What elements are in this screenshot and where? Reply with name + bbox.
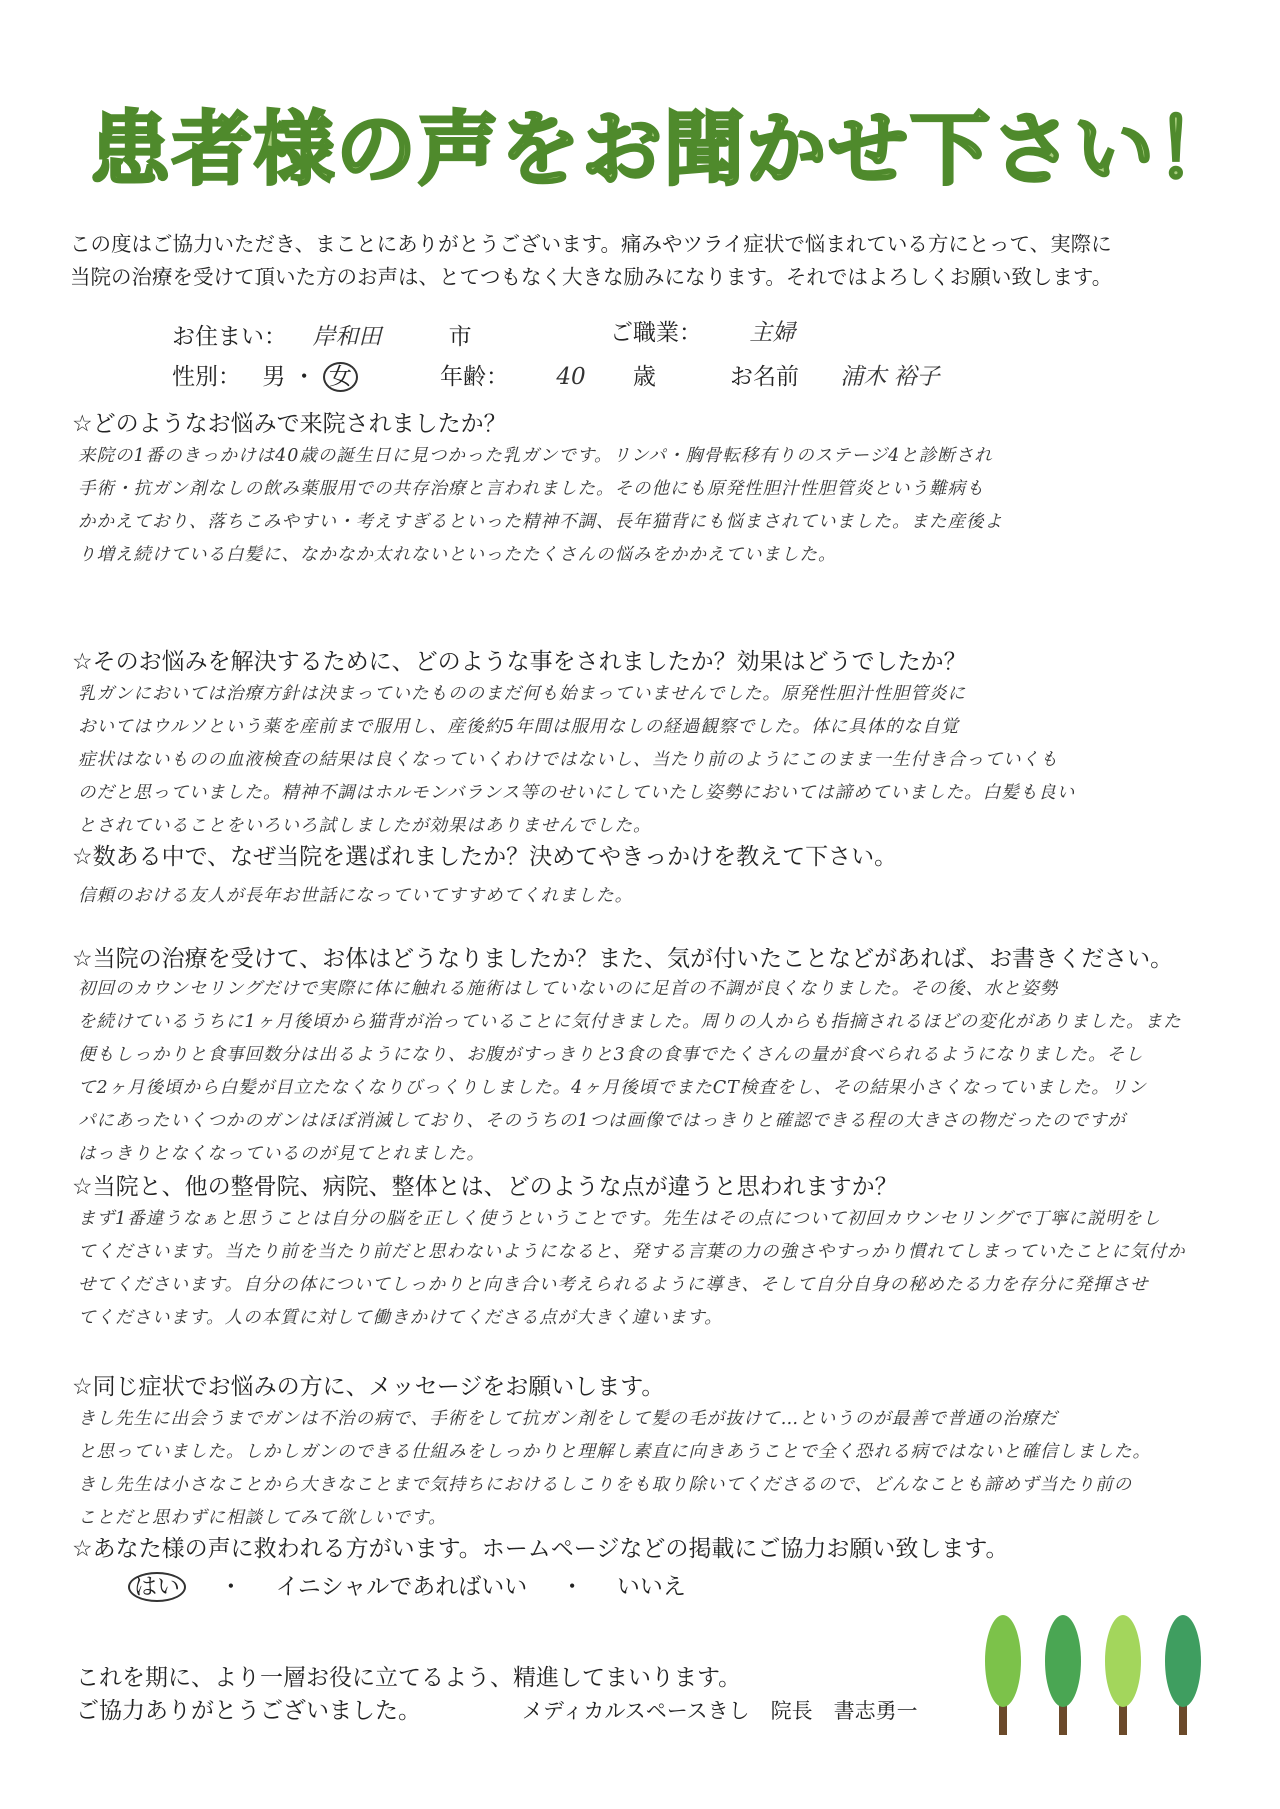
- tree-icon: [1165, 1615, 1201, 1735]
- closing-line-2: ご協力ありがとうございました。: [76, 1698, 421, 1724]
- answer-line: パにあったいくつかのガンはほぼ消滅しており、そのうちの1つは画像ではっきりと確認できる程の大きさの物だったのですが: [78, 1111, 1126, 1131]
- name-label: お名前: [730, 364, 799, 390]
- question-7: ☆あなた様の声に救われる方がいます。ホームページなどの掲載にご協力お願い致します。: [72, 1536, 1009, 1562]
- closing-line-1: これを期に、より一層お役に立てるよう、精進してまいります。: [76, 1665, 742, 1691]
- answer-line: きし先生は小さなことから大きなことまで気持ちにおけるしこりをも取り除いてくださるので、どんなことも諦めず当たり前の: [78, 1475, 1133, 1495]
- age-row: [440, 358, 656, 391]
- answer-6: [78, 1403, 1218, 1535]
- answer-line: はっきりとなくなっているのが見てとれました。: [78, 1144, 485, 1164]
- address-label: お住まい：: [172, 324, 287, 350]
- answer-line: おいてはウルソという薬を産前まで服用し、産後約5年間は服用なしの経過観察でした。体に具体的な自覚: [78, 717, 960, 737]
- clinic-signature: メディカルスペースきし 院長 書志勇一: [522, 1699, 918, 1723]
- answer-line: のだと思っていました。精神不調はホルモンバランス等のせいにしていたし姿勢においては諦めていました。白髪も良い: [78, 783, 1076, 803]
- option-separator: ・: [560, 1574, 584, 1600]
- question-1: ☆どのようなお悩みで来院されましたか？: [72, 411, 507, 437]
- address-row: [172, 318, 472, 351]
- answer-2: [78, 678, 1218, 843]
- job-value: 主婦: [749, 320, 796, 346]
- answer-line: て2ヶ月後頃から白髪が目立たなくなりびっくりしました。4ヶ月後頃でまたCT検査をし、その結果小さくなっていました。リン: [78, 1078, 1147, 1098]
- option-separator: ・: [219, 1574, 243, 1600]
- answer-line: 手術・抗ガン剤なしの飲み薬服用での共存治療と言われました。その他にも原発性胆汁性胆管炎という難病も: [78, 479, 985, 499]
- question-3: ☆数ある中で、なぜ当院を選ばれましたか？決めてやきっかけを教えて下さい。: [72, 844, 898, 870]
- answer-line: せてくださいます。自分の体についてしっかりと向き合い考えられるように導き、そして自分自身の秘めたる力を存分に発揮させ: [78, 1275, 1149, 1295]
- answer-line: を続けているうちに1ヶ月後頃から猫背が治っていることに気付きました。周りの人からも指摘されるほどの変化がありました。また: [78, 1012, 1182, 1032]
- question-5: ☆当院と、他の整骨院、病院、整体とは、どのような点が違うと思われますか？: [72, 1174, 898, 1200]
- answer-line: 信頼のおける友人が長年お世話になっていてすすめてくれました。: [78, 886, 634, 906]
- tree-icon: [985, 1615, 1021, 1735]
- answer-line: 乳ガンにおいては治療方針は決まっていたもののまだ何も始まっていませんでした。原発性胆汁性胆管炎に: [78, 684, 966, 704]
- answer-line: 来院の1番のきっかけは40歳の誕生日に見つかった乳ガンです。リンパ・胸骨転移有りのステージ4と診断され: [78, 446, 993, 466]
- answer-line: 症状はないものの血液検査の結果は良くなっていくわけではないし、当たり前のようにこのまま一生付き合っていくも: [78, 750, 1059, 770]
- answer-4: [78, 973, 1218, 1171]
- intro-line: この度はご協力いただき、まことにありがとうございます。痛みやツライ症状で悩まれている方にとって、実際に: [70, 232, 1112, 256]
- tree-crown: [1165, 1615, 1201, 1707]
- age-value: 40: [556, 364, 586, 390]
- question-2: ☆そのお悩みを解決するために、どのような事をされましたか？効果はどうでしたか？: [72, 649, 967, 675]
- tree-crown: [1105, 1615, 1141, 1707]
- answer-line: 便もしっかりと食事回数分は出るようになり、お腹がすっきりと3食の食事でたくさんの量が食べられるようになりました。そし: [78, 1045, 1144, 1065]
- question-6: ☆同じ症状でお悩みの方に、メッセージをお願いします。: [72, 1374, 665, 1400]
- tree-crown: [985, 1615, 1021, 1707]
- option-initial: イニシャルであればいい: [275, 1574, 528, 1600]
- tree-crown: [1045, 1615, 1081, 1707]
- gender-row: [172, 358, 358, 392]
- tree-icon: [1045, 1615, 1081, 1735]
- publish-consent-options: [128, 1568, 686, 1602]
- answer-line: 初回のカウンセリングだけで実際に体に触れる施術はしていないのに足首の不調が良くなりました。その後、水と姿勢: [78, 979, 1059, 999]
- answer-line: きし先生に出会うまでガンは不治の病で、手術をして抗ガン剤をして髪の毛が抜けて…というのが最善で普通の治療だ: [78, 1409, 1059, 1429]
- answer-line: と思っていました。しかしガンのできる仕組みをしっかりと理解し素直に向きあうことで全く恐れる病ではないと確信しました。: [78, 1442, 1151, 1462]
- answer-line: まず1番違うなぁと思うことは自分の脳を正しく使うということです。先生はその点について初回カウンセリングで丁寧に説明をし: [78, 1209, 1162, 1229]
- job-label: ご職業：: [610, 320, 702, 346]
- gender-male: 男: [262, 364, 286, 390]
- answer-line: かかえており、落ちこみやすい・考えすぎるといった精神不調、長年猫背にも悩まされていました。また産後よ: [78, 512, 1003, 532]
- gender-female-circled: 女: [323, 362, 358, 392]
- age-suffix: 歳: [632, 364, 656, 390]
- job-row: [610, 314, 795, 347]
- city-suffix: 市: [448, 324, 472, 350]
- name-value: 浦木 裕子: [840, 364, 940, 390]
- answer-line: り増え続けている白髪に、なかなか太れないといったたくさんの悩みをかかえていました。: [78, 545, 837, 565]
- gender-separator: ・: [292, 364, 316, 390]
- answer-line: てくださいます。当たり前を当たり前だと思わないようになると、発する言葉の力の強さやすっかり慣れてしまっていたことに気付か: [78, 1242, 1186, 1262]
- answer-5: [78, 1203, 1218, 1335]
- answer-line: てくださいます。人の本質に対して働きかけてくださる点が大きく違います。: [78, 1308, 723, 1328]
- answer-1: [78, 440, 1218, 572]
- option-yes-circled: はい: [128, 1572, 186, 1602]
- option-no: いいえ: [616, 1574, 686, 1600]
- page-title: 患者様の声をお聞かせ下さい！: [90, 103, 1238, 196]
- tree-icon: [1105, 1615, 1141, 1735]
- address-value: 岸和田: [312, 324, 382, 350]
- answer-line: ことだと思わずに相談してみて欲しいです。: [78, 1508, 447, 1528]
- answer-3: [78, 880, 1218, 913]
- gender-label: 性別：: [172, 364, 241, 390]
- intro-line: 当院の治療を受けて頂いた方のお声は、とてつもなく大きな励みになります。それではよろしくお願い致します。: [70, 265, 1113, 289]
- age-label: 年齢：: [440, 364, 509, 390]
- question-4: ☆当院の治療を受けて、お体はどうなりましたか？また、気が付いたことなどがあれば、お書きください。: [72, 946, 1174, 972]
- intro-text: [70, 228, 1220, 294]
- name-row: [730, 358, 940, 391]
- answer-line: とされていることをいろいろ試しましたが効果はありませんでした。: [78, 816, 652, 836]
